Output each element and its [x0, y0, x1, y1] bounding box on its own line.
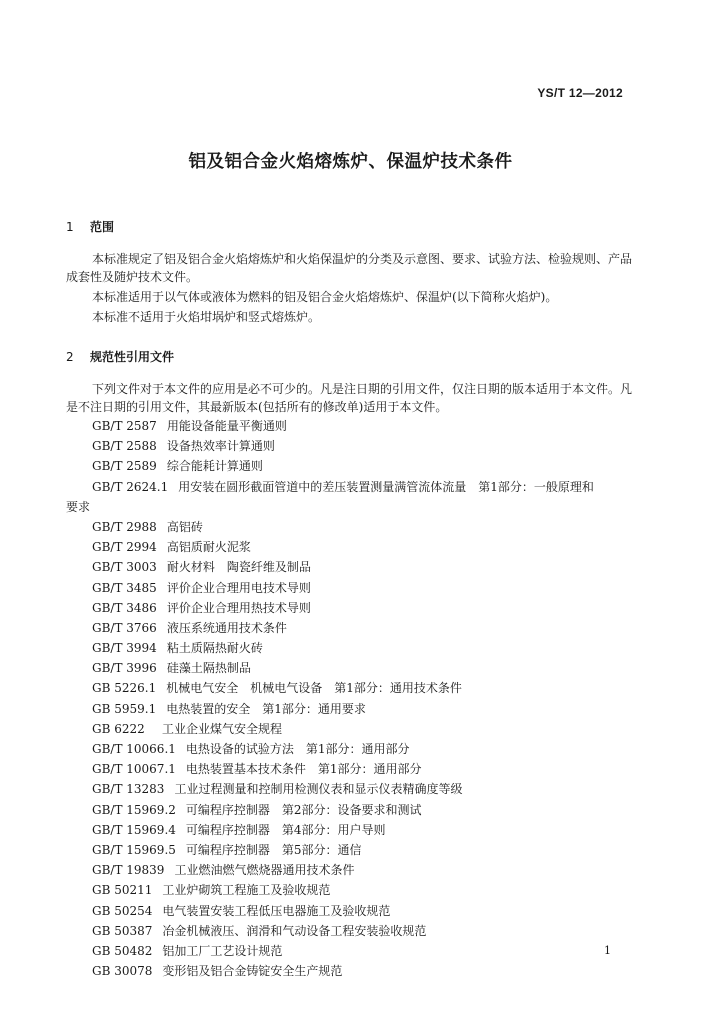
reference-item: [66, 416, 646, 436]
reference-item: [66, 921, 646, 941]
reference-title: 冶金机械液压、润滑和气动设备工程安装验收规范: [162, 923, 427, 938]
reference-code: GB/T 3485: [92, 580, 157, 595]
standard-code: YS/T 12—2012: [537, 86, 623, 100]
reference-title: 用能设备能量平衡通则: [166, 419, 287, 433]
reference-item: [66, 941, 646, 961]
reference-item: [66, 779, 646, 799]
reference-title: 高铝砖: [166, 519, 203, 534]
reference-code: GB 50482: [92, 943, 153, 958]
reference-item: [66, 638, 646, 658]
reference-code: GB/T 3766: [92, 620, 157, 635]
page-number: 1: [604, 944, 611, 957]
reference-code: GB 50254: [92, 903, 153, 918]
scope-paragraph-1: 本标准规定了铝及铝合金火焰熔炼炉和火焰保温炉的分类及示意图、要求、试验方法、检验规则、产品成套性及随炉技术文件。: [66, 252, 633, 284]
reference-item: [66, 618, 646, 638]
reference-item: [66, 517, 646, 537]
reference-item: [66, 678, 646, 698]
reference-code: GB 50211: [92, 883, 153, 898]
reference-code: GB 50387: [92, 923, 153, 938]
reference-title: 工业燃油燃气燃烧器通用技术条件: [174, 863, 355, 878]
reference-title: 可编程序控制器 第4部分：用户导则: [185, 822, 386, 837]
reference-title: 铝加工厂工艺设计规范: [162, 943, 283, 958]
reference-code: GB/T 15969.5: [92, 842, 176, 857]
reference-item: [66, 901, 646, 921]
reference-code: GB 5959.1: [92, 701, 157, 716]
reference-title: 电热装置的安全 第1部分：通用要求: [166, 701, 366, 716]
reference-title: 变形铝及铝合金铸锭安全生产规范: [162, 964, 343, 979]
scope-paragraph-2: 本标准适用于以气体或液体为燃料的铝及铝合金火焰熔炼炉、保温炉(以下简称火焰炉)。: [92, 290, 558, 304]
reference-code: GB/T 2988: [92, 519, 157, 534]
reference-list: [66, 416, 646, 981]
reference-title: 粘土质隔热耐火砖: [166, 641, 263, 656]
reference-code: GB/T 2994: [92, 540, 157, 555]
reference-title: 可编程序控制器 第5部分：通信: [185, 842, 362, 857]
reference-title: 耐火材料 陶瓷纤维及制品: [166, 560, 311, 575]
reference-title: 机械电气安全 机械电气设备 第1部分：通用技术条件: [166, 681, 462, 696]
reference-item: [66, 719, 646, 739]
reference-code: GB/T 2587: [92, 419, 157, 433]
reference-title: 液压系统通用技术条件: [166, 620, 287, 635]
reference-code: GB/T 13283: [92, 782, 165, 797]
reference-item: [66, 860, 646, 880]
reference-code: GB/T 3996: [92, 661, 157, 676]
reference-code: GB/T 3994: [92, 641, 157, 656]
reference-title: 设备热效率计算通则: [166, 439, 275, 454]
reference-code: GB/T 15969.2: [92, 802, 176, 817]
section-number: 1: [66, 220, 74, 234]
reference-item: [66, 840, 646, 860]
section-number: 2: [66, 350, 74, 364]
reference-title: 电热装置基本技术条件 第1部分：通用部分: [185, 762, 422, 777]
reference-item: [66, 800, 646, 820]
reference-item: [66, 739, 646, 759]
reference-item: [66, 578, 646, 598]
reference-code: GB 6222: [92, 721, 145, 736]
reference-item: [66, 699, 646, 719]
reference-code: GB/T 19839: [92, 863, 165, 878]
section-heading-references: [66, 348, 174, 365]
reference-item: [66, 961, 646, 981]
reference-item: [66, 658, 646, 678]
reference-title-continued: 要求: [66, 499, 91, 514]
reference-title: 评价企业合理用电技术导则: [166, 580, 311, 595]
section-heading-scope: [66, 218, 114, 235]
reference-item: [66, 880, 646, 900]
reference-item: [66, 436, 646, 456]
reference-item: [66, 820, 646, 840]
reference-title: 工业炉砌筑工程施工及验收规范: [162, 883, 331, 898]
reference-title: 电热设备的试验方法 第1部分：通用部分: [185, 742, 410, 756]
reference-item: [66, 537, 646, 557]
reference-code: GB 30078: [92, 964, 153, 979]
reference-item: [66, 456, 646, 476]
references-intro: 下列文件对于本文件的应用是必不可少的。凡是注日期的引用文件，仅注日期的版本适用于本文件。凡是不注日期的引用文件，其最新版本(包括所有的修改单)适用于本文件。: [66, 382, 633, 414]
section-title: 范围: [90, 220, 115, 234]
reference-code: GB/T 2588: [92, 439, 157, 454]
reference-title: 可编程序控制器 第2部分：设备要求和测试: [185, 802, 422, 817]
reference-title: 电气装置安装工程低压电器施工及验收规范: [162, 903, 391, 918]
reference-item: [66, 759, 646, 779]
reference-title: 工业企业煤气安全规程: [162, 721, 283, 736]
section-title: 规范性引用文件: [90, 350, 175, 364]
document-title: 铝及铝合金火焰熔炼炉、保温炉技术条件: [188, 152, 513, 172]
reference-code: GB/T 3486: [92, 600, 157, 615]
reference-title: 评价企业合理用热技术导则: [166, 600, 311, 615]
reference-code: GB/T 15969.4: [92, 822, 176, 837]
reference-item: [66, 477, 646, 497]
reference-code: GB 5226.1: [92, 681, 157, 696]
reference-title: 高铝质耐火泥浆: [166, 540, 251, 555]
reference-title: 硅藻土隔热制品: [166, 661, 251, 676]
reference-item: [66, 598, 646, 618]
scope-paragraph-3: 本标准不适用于火焰坩埚炉和竖式熔炼炉。: [92, 310, 321, 324]
reference-title: 工业过程测量和控制用检测仪表和显示仪表精确度等级: [174, 782, 463, 797]
reference-code: GB/T 10066.1: [92, 742, 176, 756]
reference-code: GB/T 2589: [92, 459, 157, 474]
reference-title: 综合能耗计算通则: [166, 459, 263, 474]
reference-code: GB/T 3003: [92, 560, 157, 575]
reference-code: GB/T 10067.1: [92, 762, 176, 777]
reference-title: 用安装在圆形截面管道中的差压装置测量满管流体流量 第1部分：一般原理和: [178, 479, 594, 494]
reference-code: GB/T 2624.1: [92, 479, 169, 494]
reference-item: [66, 557, 646, 577]
